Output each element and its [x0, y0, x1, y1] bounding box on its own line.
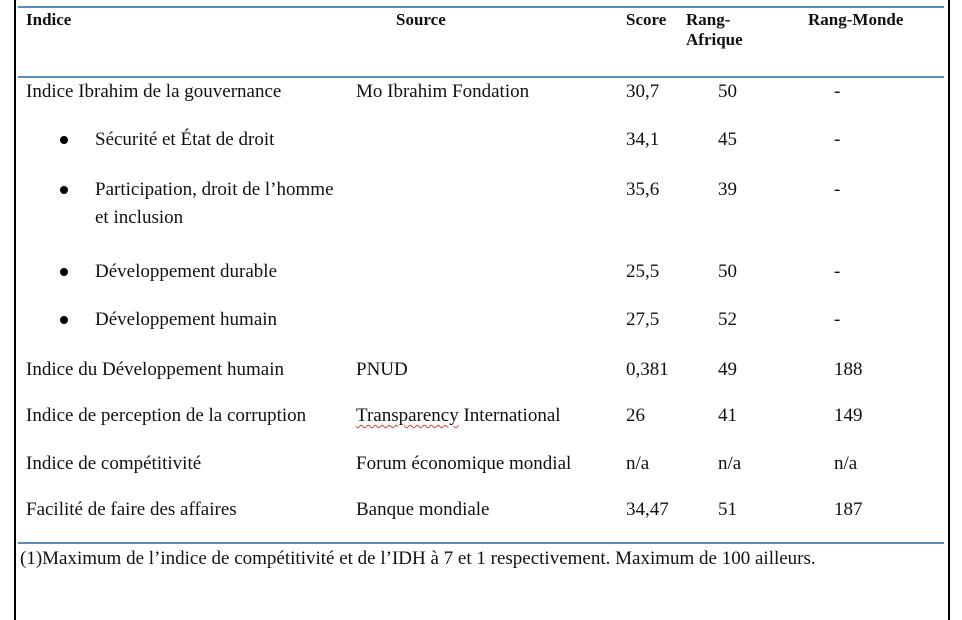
- cell-rang-monde: 149: [834, 405, 863, 426]
- cell-indice: Indice du Développement humain: [26, 359, 285, 380]
- cell-source-rest: International: [458, 405, 561, 426]
- cell-rang-monde: n/a: [834, 453, 858, 474]
- cell-rang-afrique: 39: [718, 179, 737, 200]
- bullet-icon: [60, 186, 68, 194]
- cell-score: 34,1: [626, 129, 660, 150]
- table-bottom-rule: [18, 542, 944, 544]
- cell-indice: Développement humain: [95, 309, 278, 330]
- header-indice: Indice: [26, 10, 72, 29]
- cell-rang-afrique: 50: [718, 81, 737, 102]
- cell-indice: Participation, droit de l’homme et inclusion: [95, 179, 334, 228]
- header-rang-afrique: Rang-Afrique: [686, 10, 743, 49]
- cell-score: 26: [626, 405, 645, 426]
- header-score: Score: [626, 10, 667, 29]
- cell-indice: Développement durable: [95, 261, 278, 282]
- bullet-icon: [60, 136, 68, 144]
- cell-source: Mo Ibrahim Fondation: [356, 81, 530, 102]
- cell-score: 34,47: [626, 499, 669, 520]
- cell-rang-monde: -: [834, 81, 841, 102]
- cell-indice: Indice Ibrahim de la gouvernance: [26, 81, 282, 102]
- table-footnote: (1)Maximum de l’indice de compétitivité et de l’IDH à 7 et 1 respectivement. Maximum de 100 ailleurs.: [20, 548, 816, 569]
- cell-rang-afrique: n/a: [718, 453, 742, 474]
- cell-rang-afrique: 50: [718, 261, 737, 282]
- cell-rang-monde: -: [834, 179, 841, 200]
- cell-rang-afrique: 49: [718, 359, 737, 380]
- spellcheck-flagged-word: Transparency: [356, 405, 459, 426]
- cell-score: 35,6: [626, 179, 660, 200]
- cell-score: 27,5: [626, 309, 660, 330]
- cell-indice: Facilité de faire des affaires: [26, 499, 237, 520]
- table-top-rule: [18, 6, 944, 8]
- bullet-icon: [60, 268, 68, 276]
- cell-source: PNUD: [356, 359, 408, 380]
- cell-indice: Sécurité et État de droit: [95, 129, 275, 150]
- cell-source: Banque mondiale: [356, 499, 490, 520]
- cell-indice: Indice de perception de la corruption: [26, 405, 307, 426]
- cell-score: 25,5: [626, 261, 660, 282]
- bullet-icon: [60, 316, 68, 324]
- cell-source: [356, 402, 561, 430]
- cell-score: 30,7: [626, 81, 660, 102]
- cell-indice: Indice de compétitivité: [26, 453, 202, 474]
- cell-score: 0,381: [626, 359, 669, 380]
- cell-rang-monde: -: [834, 261, 841, 282]
- cell-rang-monde: -: [834, 129, 841, 150]
- cell-score: n/a: [626, 453, 650, 474]
- cell-rang-afrique: 41: [718, 405, 737, 426]
- cell-rang-afrique: 52: [718, 309, 737, 330]
- cell-rang-monde: -: [834, 309, 841, 330]
- cell-rang-monde: 187: [834, 499, 863, 520]
- cell-rang-afrique: 45: [718, 129, 737, 150]
- cell-rang-monde: 188: [834, 359, 863, 380]
- header-rang-monde: Rang-Monde: [808, 10, 904, 29]
- cell-rang-afrique: 51: [718, 499, 737, 520]
- header-source: Source: [396, 10, 446, 29]
- cell-source: Forum économique mondial: [356, 453, 572, 474]
